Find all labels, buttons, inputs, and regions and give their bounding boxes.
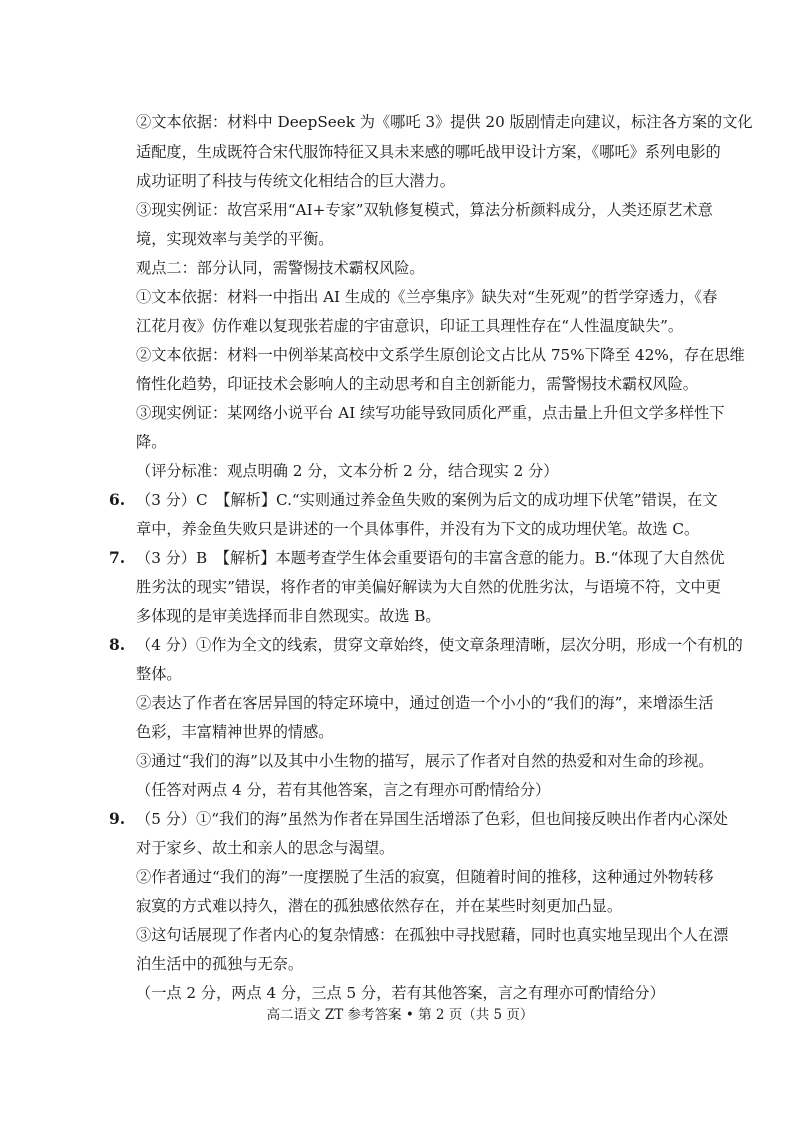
question-number-6: 6. (109, 490, 126, 509)
text-line: 降。 (136, 433, 167, 451)
text-line: 适配度，生成既符合宋代服饰特征又具未来感的哪吒战甲设计方案，《哪吒》系列电影的 (136, 143, 721, 161)
page-footer: 高二语文 ZT 参考答案 • 第 2 页（共 5 页） (266, 1007, 534, 1023)
text-line: 对于家乡、故土和亲人的思念与渴望。 (136, 839, 395, 857)
question-number-7: 7. (109, 548, 126, 567)
text-line: 章中，养金鱼失败只是讲述的一个具体事件，并没有为下文的成功埋伏笔。故选 C。 (136, 520, 700, 538)
text-line: 色彩，丰富精神世界的情感。 (136, 723, 334, 741)
text-line: ③这句话展现了作者内心的复杂情感：在孤独中寻找慰藉，同时也真实地呈现出个人在漂 (136, 926, 729, 944)
text-line: 惰性化趋势，印证技术会影响人的主动思考和自主创新能力，需警惕技术霸权风险。 (136, 375, 698, 393)
text-line: ③现实例证：故宫采用“AI+专家”双轨修复模式，算法分析颜料成分，人类还原艺术意 (136, 201, 713, 219)
scoring-note: （一点 2 分，两点 4 分，三点 5 分，若有其他答案，言之有理亦可酌情给分） (136, 984, 665, 1002)
text-line: 多体现的是审美选择而非自然现实。故选 B。 (136, 607, 441, 625)
question-number-8: 8. (109, 635, 126, 654)
text-line: ①文本依据：材料一中指出 AI 生成的《兰亭集序》缺失对“生死观”的哲学穿透力，《春 (136, 288, 718, 306)
scoring-note: （评分标准：观点明确 2 分，文本分析 2 分，结合现实 2 分） (136, 462, 559, 480)
text-line: 泊生活中的孤独与无奈。 (136, 955, 304, 973)
text-line: 胜劣汰的现实”错误，将作者的审美偏好解读为大自然的优胜劣汰，与语境不符，文中更 (136, 578, 721, 596)
text-line: ②表达了作者在客居异国的特定环境中，通过创造一个小小的“我们的海”，来增添生活 (136, 694, 714, 712)
text-line: ②文本依据：材料一中例举某高校中文系学生原创论文占比从 75%下降至 42%，存在思维 (136, 346, 745, 364)
text-line: 境，实现效率与美学的平衡。 (136, 230, 334, 248)
text-line: （5 分）①“我们的海”虽然为作者在异国生活增添了色彩，但也间接反映出作者内心深处 (136, 810, 728, 828)
question-number-9: 9. (109, 809, 126, 828)
text-line: 江花月夜》仿作难以复现张若虚的宇宙意识，印证工具理性存在“人性温度缺失”。 (136, 317, 684, 335)
text-line: 整体。 (136, 665, 182, 683)
text-line: ②作者通过“我们的海”一度摆脱了生活的寂寞，但随着时间的推移，这种通过外物转移 (136, 868, 714, 886)
text-line: ③通过“我们的海”以及其中小生物的描写，展示了作者对自然的热爱和对生命的珍视。 (136, 752, 714, 770)
text-line: 观点二：部分认同，需警惕技术霸权风险。 (136, 259, 425, 277)
text-line: 寂寞的方式难以持久，潜在的孤独感依然存在，并在某些时刻更加凸显。 (136, 897, 622, 915)
text-line: 成功证明了科技与传统文化相结合的巨大潜力。 (136, 172, 455, 190)
text-line: （4 分）①作为全文的线索，贯穿文章始终，使文章条理清晰，层次分明，形成一个有机的 (136, 636, 743, 654)
text-line: ③现实例证：某网络小说平台 AI 续写功能导致同质化严重，点击量上升但文学多样性下 (136, 404, 725, 422)
text-line: （3 分）B 【解析】本题考查学生体会重要语句的丰富含意的能力。B.“体现了大自然优 (136, 549, 725, 567)
text-line: ②文本依据：材料中 DeepSeek 为《哪吒 3》提供 20 版剧情走向建议，标注各方案的文化 (136, 113, 753, 131)
text-line: （3 分）C 【解析】C.“实则通过养金鱼失败的案例为后文的成功埋下伏笔”错误，在文 (136, 491, 718, 509)
scoring-note: （任答对两点 4 分，若有其他答案，言之有理亦可酌情给分） (136, 781, 551, 799)
